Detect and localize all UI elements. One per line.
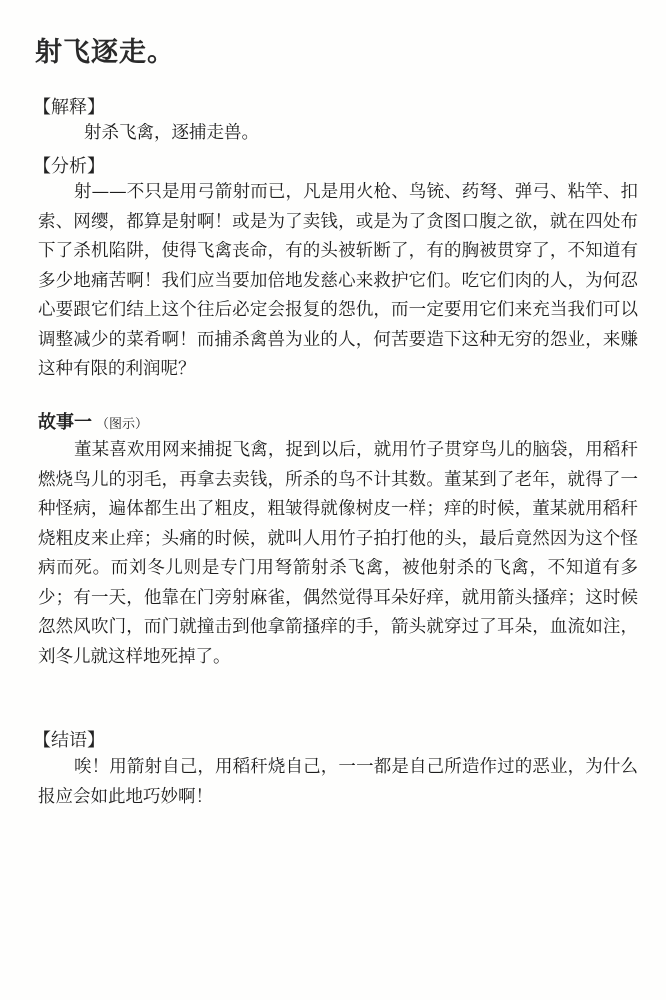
page-title: 射飞逐走。 (35, 37, 175, 68)
analysis-text: 射——不只是用弓箭射而已，凡是用火枪、鸟铳、药弩、弹弓、粘竿、扣索、网缨，都算是射啊！或是为了卖钱，或是为了贪图口腹之欲，就在四处布下了杀机陷阱，使得飞禽丧命，有的头被斩断了，有的胸被贯穿了，不知道有多少地痛苦啊！我们应当要加倍地发慈心来救护它们。吃它们肉的人，为何忍心要跟它们结上这个往后必定会报复的怨仇，而一定要用它们来充当我们可以调整减少的菜肴啊！而捕杀禽兽为业的人，何苦要造下这种无穷的怨业，来赚这种有限的利润呢？ (38, 182, 638, 379)
story-text: 董某喜欢用网来捕捉飞禽，捉到以后，就用竹子贯穿鸟儿的脑袋，用稻秆燃烧鸟儿的羽毛，再拿去卖钱，所杀的鸟不计其数。董某到了老年，就得了一种怪病，遍体都生出了粗皮，粗皱得就像树皮一样；痒的时候，董某就用稻秆烧粗皮来止痒；头痛的时候，就叫人用竹子拍打他的头，最后竟然因为这个怪病而死。而刘冬儿则是专门用弩箭射杀飞禽，被他射杀的飞禽，不知道有多少；有一天，他靠在门旁射麻雀，偶然觉得耳朵好痒，就用箭头搔痒；这时候忽然风吹门，而门就撞击到他拿箭搔痒的手，箭头就穿过了耳朵，血流如注，刘冬儿就这样地死掉了。 (38, 440, 638, 667)
conclusion-text: 唉！用箭射自己，用稻秆烧自己，一一都是自己所造作过的恶业，为什么报应会如此地巧妙啊！ (38, 757, 638, 807)
story-sublabel: （图示） (96, 417, 149, 432)
explanation-text: 射杀飞禽，逐捕走兽。 (84, 123, 259, 143)
story-title: 故事一 (38, 412, 92, 433)
story-label (38, 408, 148, 434)
conclusion-label: 【结语】 (33, 730, 105, 751)
analysis-label: 【分析】 (33, 156, 105, 177)
explanation-label: 【解释】 (33, 97, 105, 118)
